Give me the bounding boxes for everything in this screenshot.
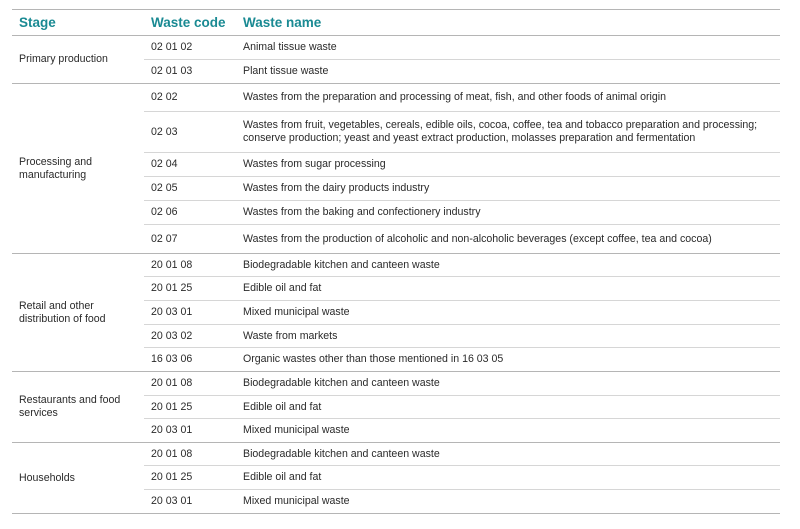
waste-code-cell: 02 01 02 <box>144 36 236 60</box>
waste-code-table-container <box>12 9 780 514</box>
waste-code-cell: 20 01 08 <box>144 443 236 466</box>
waste-code-cell: 20 03 01 <box>144 419 236 443</box>
stage-cell: Restaurants and food services <box>12 372 144 443</box>
waste-code-cell: 02 02 <box>144 84 236 112</box>
table-body <box>12 36 780 514</box>
stage-cell: Retail and other distribution of food <box>12 254 144 372</box>
waste-code-cell: 20 01 08 <box>144 372 236 396</box>
header-stage: Stage <box>12 10 144 36</box>
waste-name-cell: Edible oil and fat <box>236 396 780 419</box>
waste-code-cell: 02 01 03 <box>144 60 236 84</box>
waste-code-cell: 20 03 01 <box>144 490 236 514</box>
waste-name-cell: Wastes from sugar processing <box>236 153 780 177</box>
waste-name-cell: Wastes from the production of alcoholic and non-alcoholic beverages (except coffee, tea and cocoa) <box>236 225 780 254</box>
waste-code-cell: 20 01 08 <box>144 254 236 277</box>
waste-name-cell: Waste from markets <box>236 325 780 348</box>
waste-code-cell: 20 03 01 <box>144 301 236 325</box>
waste-code-cell: 20 01 25 <box>144 466 236 490</box>
stage-cell: Primary production <box>12 36 144 84</box>
waste-name-cell: Biodegradable kitchen and canteen waste <box>236 372 780 396</box>
header-waste-code: Waste code <box>144 10 236 36</box>
table-row <box>12 254 780 277</box>
waste-code-cell: 02 07 <box>144 225 236 254</box>
table-row <box>12 372 780 396</box>
waste-name-cell: Organic wastes other than those mentioned in 16 03 05 <box>236 348 780 372</box>
header-waste-name: Waste name <box>236 10 780 36</box>
waste-name-cell: Wastes from the preparation and processing of meat, fish, and other foods of animal origin <box>236 84 780 112</box>
waste-name-cell: Biodegradable kitchen and canteen waste <box>236 443 780 466</box>
table-row <box>12 84 780 112</box>
waste-name-cell: Biodegradable kitchen and canteen waste <box>236 254 780 277</box>
waste-name-cell: Mixed municipal waste <box>236 419 780 443</box>
waste-code-cell: 20 03 02 <box>144 325 236 348</box>
waste-code-cell: 20 01 25 <box>144 396 236 419</box>
waste-code-cell: 02 04 <box>144 153 236 177</box>
waste-code-cell: 02 03 <box>144 112 236 153</box>
waste-name-cell: Mixed municipal waste <box>236 490 780 514</box>
waste-code-table <box>12 9 780 514</box>
stage-cell: Households <box>12 443 144 514</box>
table-row <box>12 443 780 466</box>
table-row <box>12 36 780 60</box>
waste-name-cell: Wastes from the baking and confectionery industry <box>236 201 780 225</box>
waste-name-cell: Animal tissue waste <box>236 36 780 60</box>
waste-code-cell: 02 06 <box>144 201 236 225</box>
waste-name-cell: Mixed municipal waste <box>236 301 780 325</box>
waste-name-cell: Wastes from fruit, vegetables, cereals, edible oils, cocoa, coffee, tea and tobacco preparation and processing; conserve production; yeast and yeast extract production, molasses preparation and fermentation <box>236 112 780 153</box>
waste-name-cell: Edible oil and fat <box>236 466 780 490</box>
table-header-row <box>12 10 780 36</box>
waste-code-cell: 16 03 06 <box>144 348 236 372</box>
waste-code-cell: 02 05 <box>144 177 236 201</box>
waste-code-cell: 20 01 25 <box>144 277 236 301</box>
waste-name-cell: Edible oil and fat <box>236 277 780 301</box>
waste-name-cell: Wastes from the dairy products industry <box>236 177 780 201</box>
stage-cell: Processing and manufacturing <box>12 84 144 254</box>
waste-name-cell: Plant tissue waste <box>236 60 780 84</box>
